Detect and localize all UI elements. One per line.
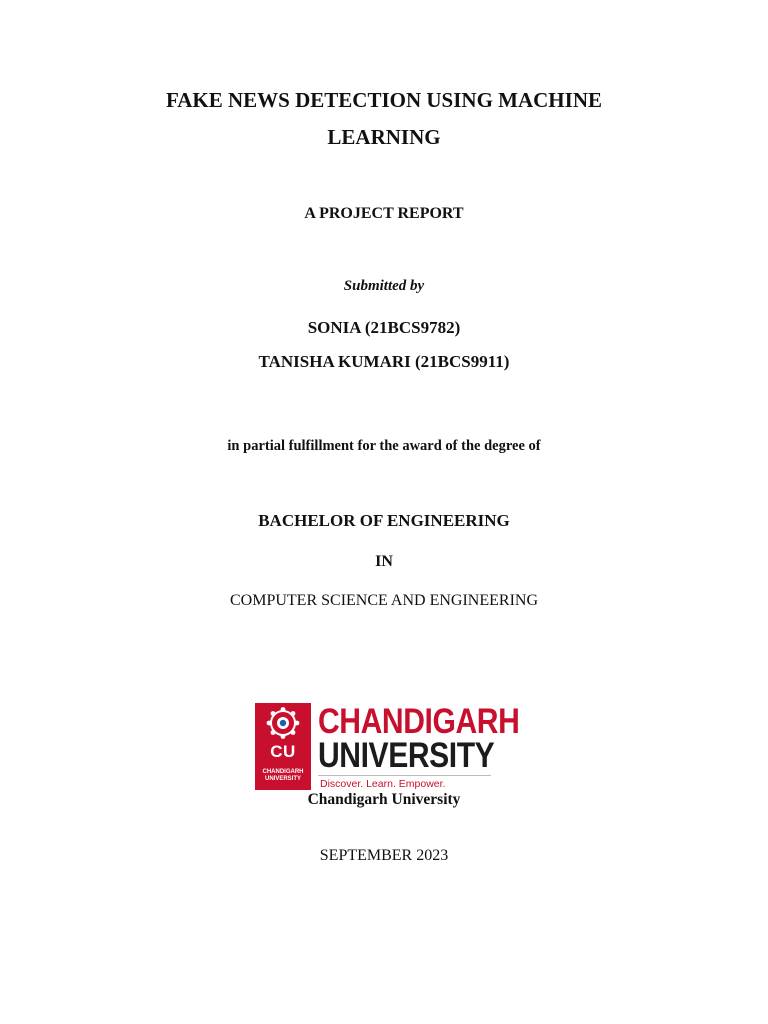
report-type: A PROJECT REPORT xyxy=(304,205,464,222)
emblem-caption-1: CHANDIGARH xyxy=(262,769,304,775)
wordmark-line-1: CHANDIGARH xyxy=(318,702,520,741)
author-2: TANISHA KUMARI (21BCS9911) xyxy=(258,352,510,371)
discipline-name: COMPUTER SCIENCE AND ENGINEERING xyxy=(230,592,538,609)
in-label: IN xyxy=(375,553,393,570)
degree-name: BACHELOR OF ENGINEERING xyxy=(258,511,510,530)
emblem-crest-icon xyxy=(263,706,303,740)
submission-date: SEPTEMBER 2023 xyxy=(319,847,449,864)
report-title-line-2: LEARNING xyxy=(327,125,441,149)
author-1: SONIA (21BCS9782) xyxy=(307,318,461,337)
university-logo xyxy=(255,702,520,790)
logo-tagline: Discover. Learn. Empower. xyxy=(320,778,446,790)
wordmark-line-2: UNIVERSITY xyxy=(318,736,495,775)
emblem-cu-text: CU xyxy=(270,742,296,761)
emblem-caption-2: UNIVERSITY xyxy=(264,776,301,782)
fulfillment-text: in partial fulfillment for the award of the degree of xyxy=(227,438,541,454)
university-name: Chandigarh University xyxy=(307,791,461,808)
report-title-line-1: FAKE NEWS DETECTION USING MACHINE xyxy=(165,88,602,112)
wordmark-divider xyxy=(318,775,491,776)
logo-wordmark xyxy=(318,703,518,790)
cu-emblem xyxy=(255,703,311,790)
submitted-by-label: Submitted by xyxy=(343,278,425,294)
